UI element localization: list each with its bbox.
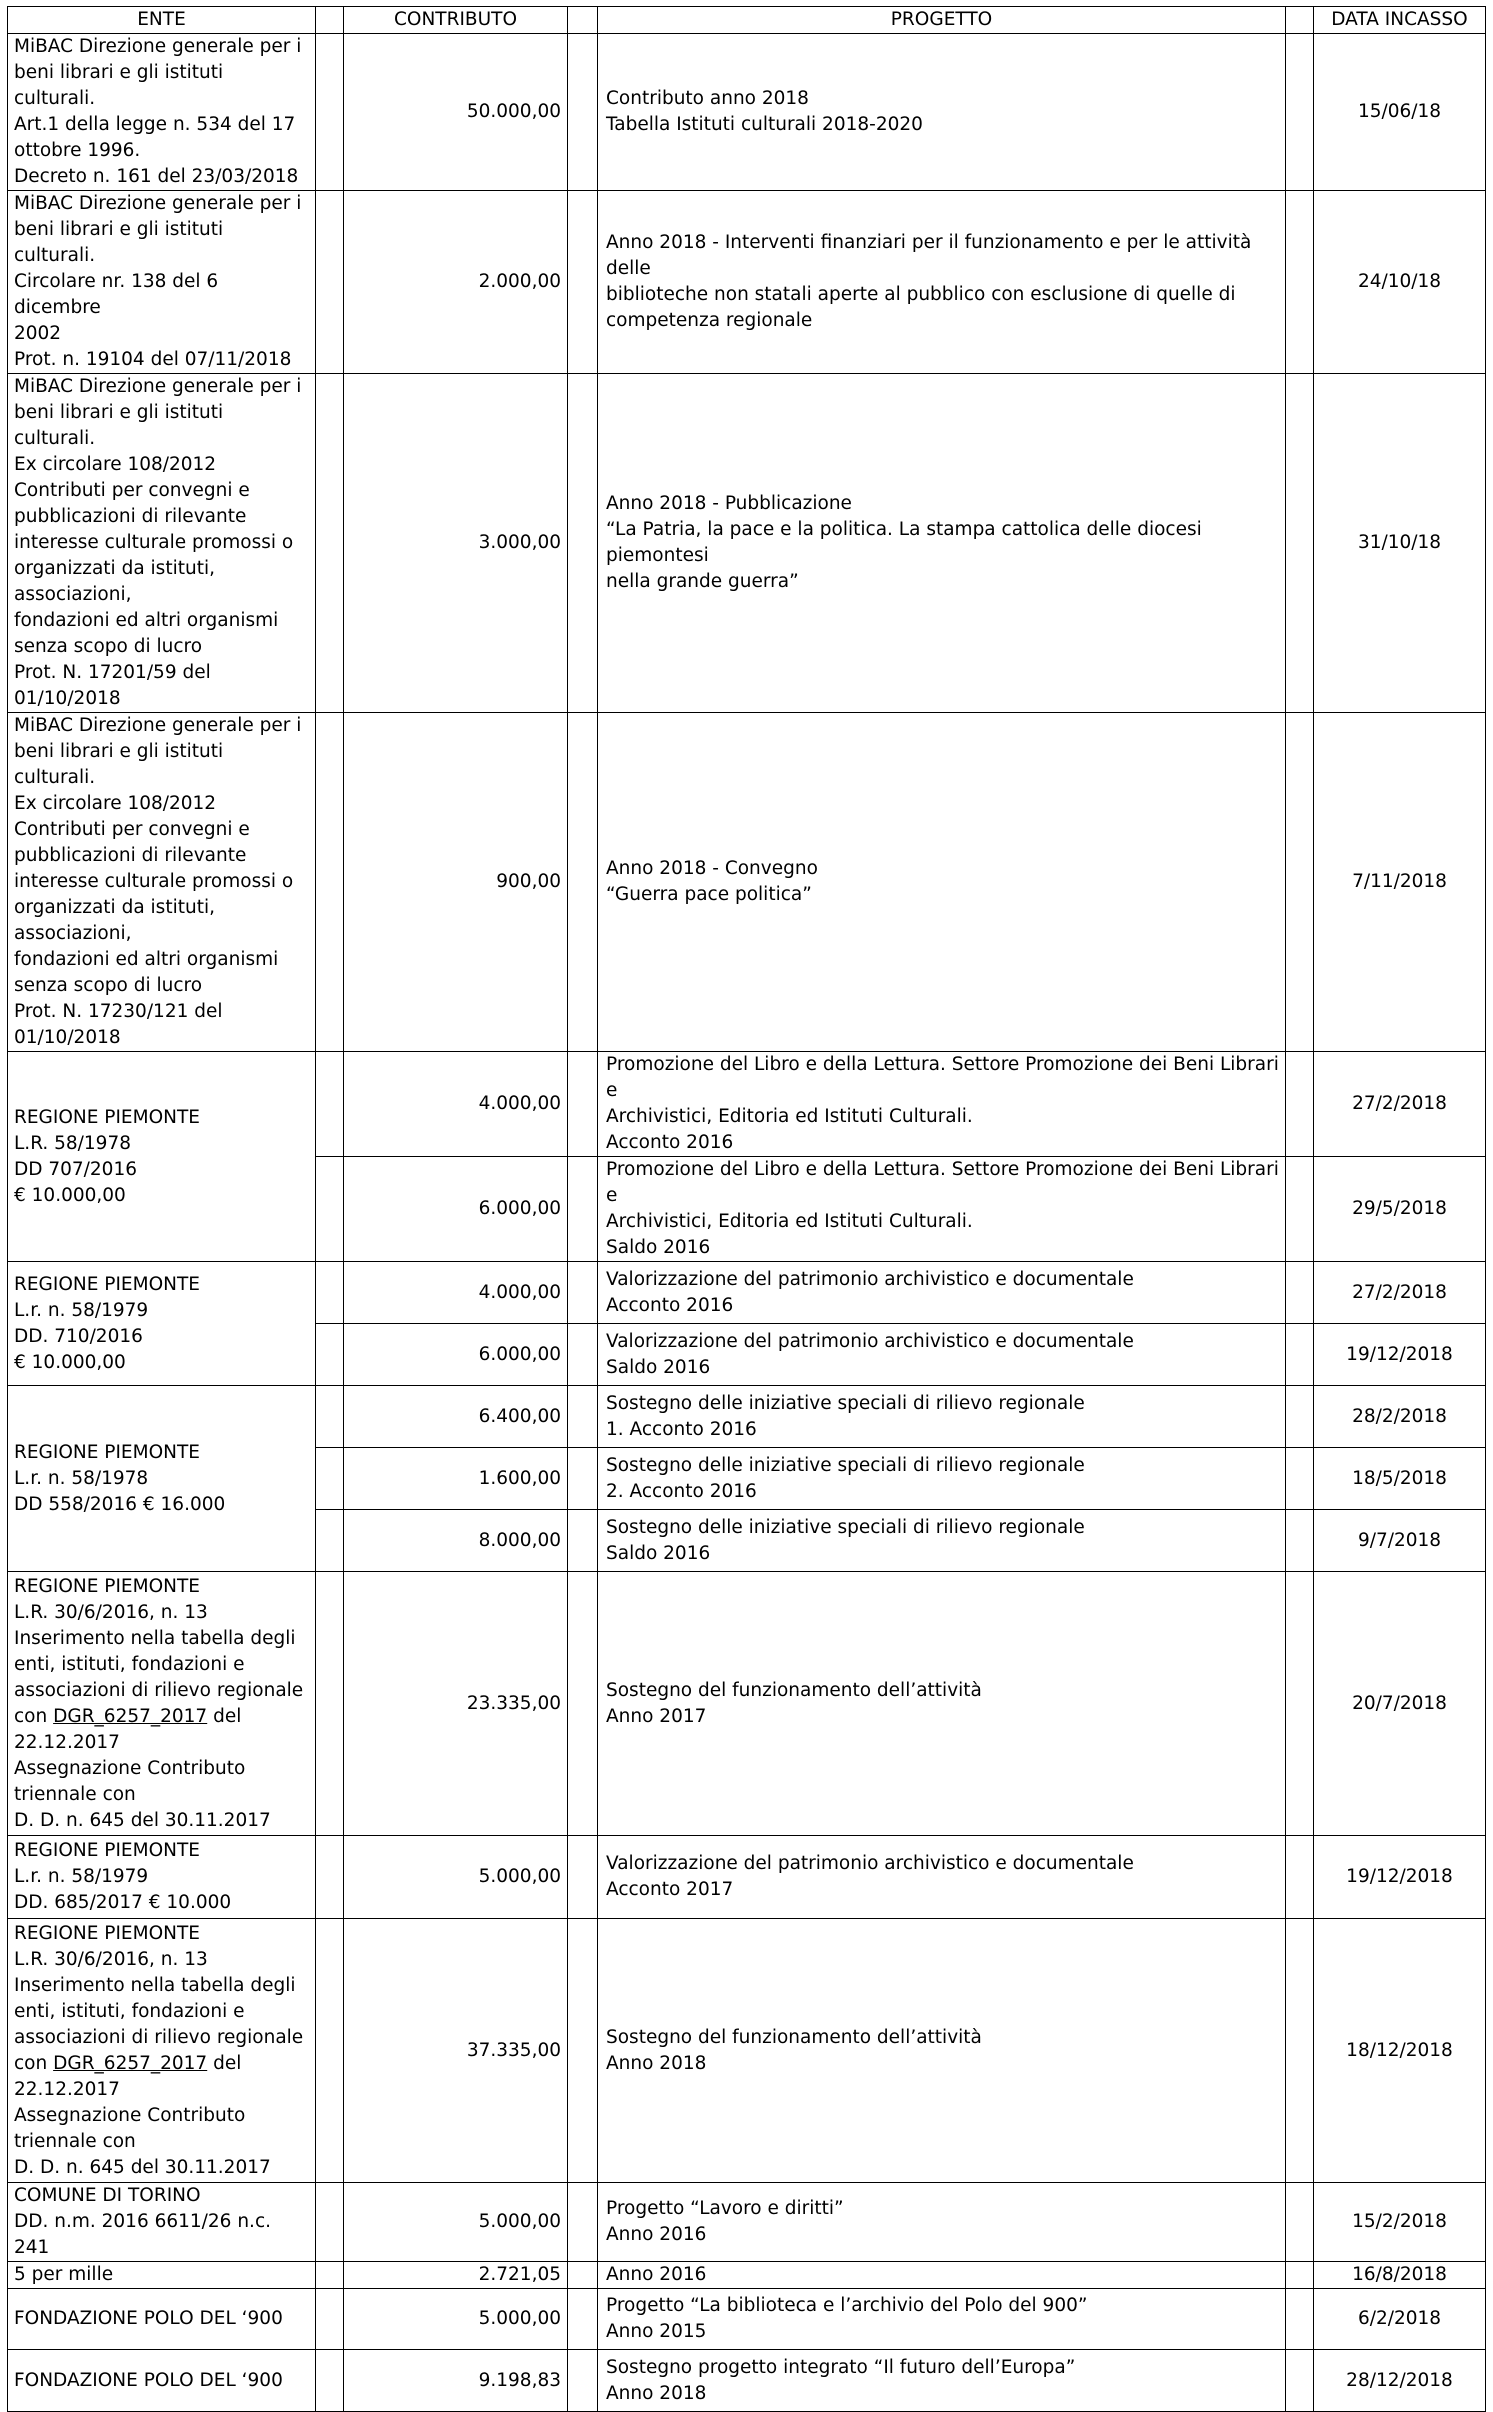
spacer-cell [568, 34, 598, 191]
spacer-cell [568, 1386, 598, 1448]
spacer-cell [568, 1262, 598, 1324]
spacer-cell [568, 1157, 598, 1262]
contributions-table [7, 6, 1486, 2412]
contributo-cell: 5.000,00 [344, 2289, 568, 2350]
dgr-link[interactable]: DGR_6257_2017 [53, 2052, 208, 2074]
spacer-cell [316, 2183, 344, 2262]
table-row [8, 2262, 1486, 2289]
ente-cell [8, 1572, 316, 1836]
spacer-cell [1286, 7, 1314, 34]
progetto-cell: Progetto “Lavoro e diritti” Anno 2016 [598, 2183, 1286, 2262]
spacer-cell [1286, 1919, 1314, 2183]
spacer-cell [568, 2350, 598, 2412]
progetto-cell: Promozione del Libro e della Lettura. Settore Promozione dei Beni Librari e Archivistici, Editoria ed Istituti Culturali. Acconto 2016 [598, 1052, 1286, 1157]
spacer-cell [316, 1386, 344, 1448]
data-incasso-cell: 15/06/18 [1314, 34, 1486, 191]
ente-cell: REGIONE PIEMONTE L.r. n. 58/1978 DD 558/2016 € 16.000 [8, 1386, 316, 1572]
table-row [8, 374, 1486, 713]
contributo-cell: 4.000,00 [344, 1262, 568, 1324]
data-incasso-cell: 20/7/2018 [1314, 1572, 1486, 1836]
progetto-cell: Anno 2018 - Interventi finanziari per il funzionamento e per le attività delle biblioteche non statali aperte al pubblico con esclusione di quelle di competenza regionale [598, 191, 1286, 374]
contributo-cell: 4.000,00 [344, 1052, 568, 1157]
data-incasso-cell: 27/2/2018 [1314, 1052, 1486, 1157]
data-incasso-cell: 28/2/2018 [1314, 1386, 1486, 1448]
ente-cell [8, 1919, 316, 2183]
header-ente: ENTE [8, 7, 316, 34]
spacer-cell [568, 7, 598, 34]
ente-cell: MiBAC Direzione generale per i beni librari e gli istituti culturali. Art.1 della legge n. 534 del 17 ottobre 1996. Decreto n. 161 del 23/03/2018 [8, 34, 316, 191]
data-incasso-cell: 24/10/18 [1314, 191, 1486, 374]
spacer-cell [316, 1262, 344, 1324]
ente-cell: 5 per mille [8, 2262, 316, 2289]
ente-text: REGIONE PIEMONTE L.R. 30/6/2016, n. 13 Inserimento nella tabella degli enti, istituti, fondazioni e associazioni di rilievo regionale con [14, 1922, 304, 2074]
contributo-cell: 5.000,00 [344, 1836, 568, 1919]
spacer-cell [316, 2289, 344, 2350]
progetto-cell: Contributo anno 2018 Tabella Istituti culturali 2018-2020 [598, 34, 1286, 191]
contributo-cell: 900,00 [344, 713, 568, 1052]
ente-cell: COMUNE DI TORINO DD. n.m. 2016 6611/26 n.c. 241 [8, 2183, 316, 2262]
spacer-cell [1286, 1836, 1314, 1919]
spacer-cell [568, 1572, 598, 1836]
progetto-cell: Progetto “La biblioteca e l’archivio del Polo del 900” Anno 2015 [598, 2289, 1286, 2350]
ente-cell: MiBAC Direzione generale per i beni librari e gli istituti culturali. Circolare nr. 138 del 6 dicembre 2002 Prot. n. 19104 del 07/11/2018 [8, 191, 316, 374]
spacer-cell [316, 1324, 344, 1386]
contributo-cell: 6.000,00 [344, 1157, 568, 1262]
contributo-cell: 8.000,00 [344, 1510, 568, 1572]
header-progetto: PROGETTO [598, 7, 1286, 34]
progetto-cell: Sostegno del funzionamento dell’attività Anno 2017 [598, 1572, 1286, 1836]
header-data-incasso: DATA INCASSO [1314, 7, 1486, 34]
spacer-cell [1286, 1324, 1314, 1386]
contributo-cell: 6.400,00 [344, 1386, 568, 1448]
spacer-cell [568, 1052, 598, 1157]
contributo-cell: 50.000,00 [344, 34, 568, 191]
spacer-cell [568, 1448, 598, 1510]
spacer-cell [1286, 1052, 1314, 1157]
data-incasso-cell: 19/12/2018 [1314, 1836, 1486, 1919]
progetto-cell: Sostegno delle iniziative speciali di rilievo regionale 2. Acconto 2016 [598, 1448, 1286, 1510]
data-incasso-cell: 9/7/2018 [1314, 1510, 1486, 1572]
spacer-cell [316, 1510, 344, 1572]
ente-text: REGIONE PIEMONTE L.R. 30/6/2016, n. 13 Inserimento nella tabella degli enti, istituti, fondazioni e associazioni di rilievo regionale con [14, 1575, 304, 1727]
data-incasso-cell: 19/12/2018 [1314, 1324, 1486, 1386]
progetto-cell: Sostegno delle iniziative speciali di rilievo regionale 1. Acconto 2016 [598, 1386, 1286, 1448]
progetto-cell: Anno 2018 - Convegno “Guerra pace politica” [598, 713, 1286, 1052]
progetto-cell: Sostegno progetto integrato “Il futuro dell’Europa” Anno 2018 [598, 2350, 1286, 2412]
spacer-cell [1286, 1386, 1314, 1448]
spacer-cell [1286, 2289, 1314, 2350]
spacer-cell [1286, 1572, 1314, 1836]
contributo-cell: 9.198,83 [344, 2350, 568, 2412]
progetto-cell: Promozione del Libro e della Lettura. Settore Promozione dei Beni Librari e Archivistici, Editoria ed Istituti Culturali. Saldo 2016 [598, 1157, 1286, 1262]
spacer-cell [316, 713, 344, 1052]
contributo-cell: 1.600,00 [344, 1448, 568, 1510]
spacer-cell [568, 713, 598, 1052]
spacer-cell [1286, 191, 1314, 374]
spacer-cell [316, 1052, 344, 1157]
data-incasso-cell: 18/12/2018 [1314, 1919, 1486, 2183]
spacer-cell [316, 1572, 344, 1836]
table-row [8, 2183, 1486, 2262]
table-row [8, 1052, 1486, 1157]
table-row [8, 713, 1486, 1052]
contributo-cell: 6.000,00 [344, 1324, 568, 1386]
table-row [8, 34, 1486, 191]
contributo-cell: 2.721,05 [344, 2262, 568, 2289]
progetto-cell: Anno 2018 - Pubblicazione “La Patria, la pace e la politica. La stampa cattolica delle diocesi piemontesi nella grande guerra” [598, 374, 1286, 713]
spacer-cell [568, 1919, 598, 2183]
table-row [8, 1572, 1486, 1836]
data-incasso-cell: 7/11/2018 [1314, 713, 1486, 1052]
spacer-cell [316, 2350, 344, 2412]
data-incasso-cell: 18/5/2018 [1314, 1448, 1486, 1510]
data-incasso-cell: 28/12/2018 [1314, 2350, 1486, 2412]
data-incasso-cell: 16/8/2018 [1314, 2262, 1486, 2289]
progetto-cell: Sostegno delle iniziative speciali di rilievo regionale Saldo 2016 [598, 1510, 1286, 1572]
spacer-cell [316, 374, 344, 713]
table-row [8, 1386, 1486, 1448]
spacer-cell [316, 1836, 344, 1919]
table-row [8, 2289, 1486, 2350]
progetto-cell: Valorizzazione del patrimonio archivistico e documentale Saldo 2016 [598, 1324, 1286, 1386]
spacer-cell [1286, 2262, 1314, 2289]
table-row [8, 191, 1486, 374]
header-contributo: CONTRIBUTO [344, 7, 568, 34]
spacer-cell [568, 374, 598, 713]
progetto-cell: Valorizzazione del patrimonio archivistico e documentale Acconto 2016 [598, 1262, 1286, 1324]
spacer-cell [1286, 1510, 1314, 1572]
table-row [8, 1919, 1486, 2183]
data-incasso-cell: 15/2/2018 [1314, 2183, 1486, 2262]
contributo-cell: 3.000,00 [344, 374, 568, 713]
spacer-cell [316, 191, 344, 374]
data-incasso-cell: 27/2/2018 [1314, 1262, 1486, 1324]
spacer-cell [1286, 2350, 1314, 2412]
ente-text: del 22.12.2017 Assegnazione Contributo triennale con D. D. n. 645 del 30.11.2017 [14, 1705, 271, 1831]
table-row [8, 1262, 1486, 1324]
contributo-cell: 23.335,00 [344, 1572, 568, 1836]
spacer-cell [316, 7, 344, 34]
ente-cell: MiBAC Direzione generale per i beni librari e gli istituti culturali. Ex circolare 108/2012 Contributi per convegni e pubblicazioni di rilevante interesse culturale promossi o organizzati da istituti, associazioni, fondazioni ed altri organismi senza scopo di lucro Prot. N. 17201/59 del 01/10/2018 [8, 374, 316, 713]
table-row [8, 2350, 1486, 2412]
ente-cell: FONDAZIONE POLO DEL ‘900 [8, 2289, 316, 2350]
ente-cell: MiBAC Direzione generale per i beni librari e gli istituti culturali. Ex circolare 108/2012 Contributi per convegni e pubblicazioni di rilevante interesse culturale promossi o organizzati da istituti, associazioni, fondazioni ed altri organismi senza scopo di lucro Prot. N. 17230/121 del 01/10/2018 [8, 713, 316, 1052]
spacer-cell [316, 1157, 344, 1262]
spacer-cell [1286, 1262, 1314, 1324]
ente-cell: FONDAZIONE POLO DEL ‘900 [8, 2350, 316, 2412]
spacer-cell [316, 1919, 344, 2183]
spacer-cell [316, 1448, 344, 1510]
spacer-cell [568, 191, 598, 374]
spacer-cell [1286, 1157, 1314, 1262]
spacer-cell [568, 1324, 598, 1386]
data-incasso-cell: 29/5/2018 [1314, 1157, 1486, 1262]
ente-cell: REGIONE PIEMONTE L.r. n. 58/1979 DD. 685/2017 € 10.000 [8, 1836, 316, 1919]
spacer-cell [1286, 2183, 1314, 2262]
spacer-cell [316, 2262, 344, 2289]
spacer-cell [568, 1510, 598, 1572]
data-incasso-cell: 31/10/18 [1314, 374, 1486, 713]
dgr-link[interactable]: DGR_6257_2017 [53, 1705, 208, 1727]
progetto-cell: Sostegno del funzionamento dell’attività Anno 2018 [598, 1919, 1286, 2183]
document-page [7, 6, 1485, 2404]
data-incasso-cell: 6/2/2018 [1314, 2289, 1486, 2350]
spacer-cell [568, 1836, 598, 1919]
spacer-cell [568, 2262, 598, 2289]
spacer-cell [1286, 34, 1314, 191]
ente-cell: REGIONE PIEMONTE L.R. 58/1978 DD 707/2016 € 10.000,00 [8, 1052, 316, 1262]
spacer-cell [316, 34, 344, 191]
spacer-cell [1286, 1448, 1314, 1510]
spacer-cell [1286, 713, 1314, 1052]
spacer-cell [1286, 374, 1314, 713]
contributo-cell: 2.000,00 [344, 191, 568, 374]
progetto-cell: Anno 2016 [598, 2262, 1286, 2289]
header-row [8, 7, 1486, 34]
spacer-cell [568, 2183, 598, 2262]
contributo-cell: 5.000,00 [344, 2183, 568, 2262]
ente-text: del 22.12.2017 Assegnazione Contributo triennale con D. D. n. 645 del 30.11.2017 [14, 2052, 271, 2178]
progetto-cell: Valorizzazione del patrimonio archivistico e documentale Acconto 2017 [598, 1836, 1286, 1919]
spacer-cell [568, 2289, 598, 2350]
contributo-cell: 37.335,00 [344, 1919, 568, 2183]
table-row [8, 1836, 1486, 1919]
ente-cell: REGIONE PIEMONTE L.r. n. 58/1979 DD. 710/2016 € 10.000,00 [8, 1262, 316, 1386]
